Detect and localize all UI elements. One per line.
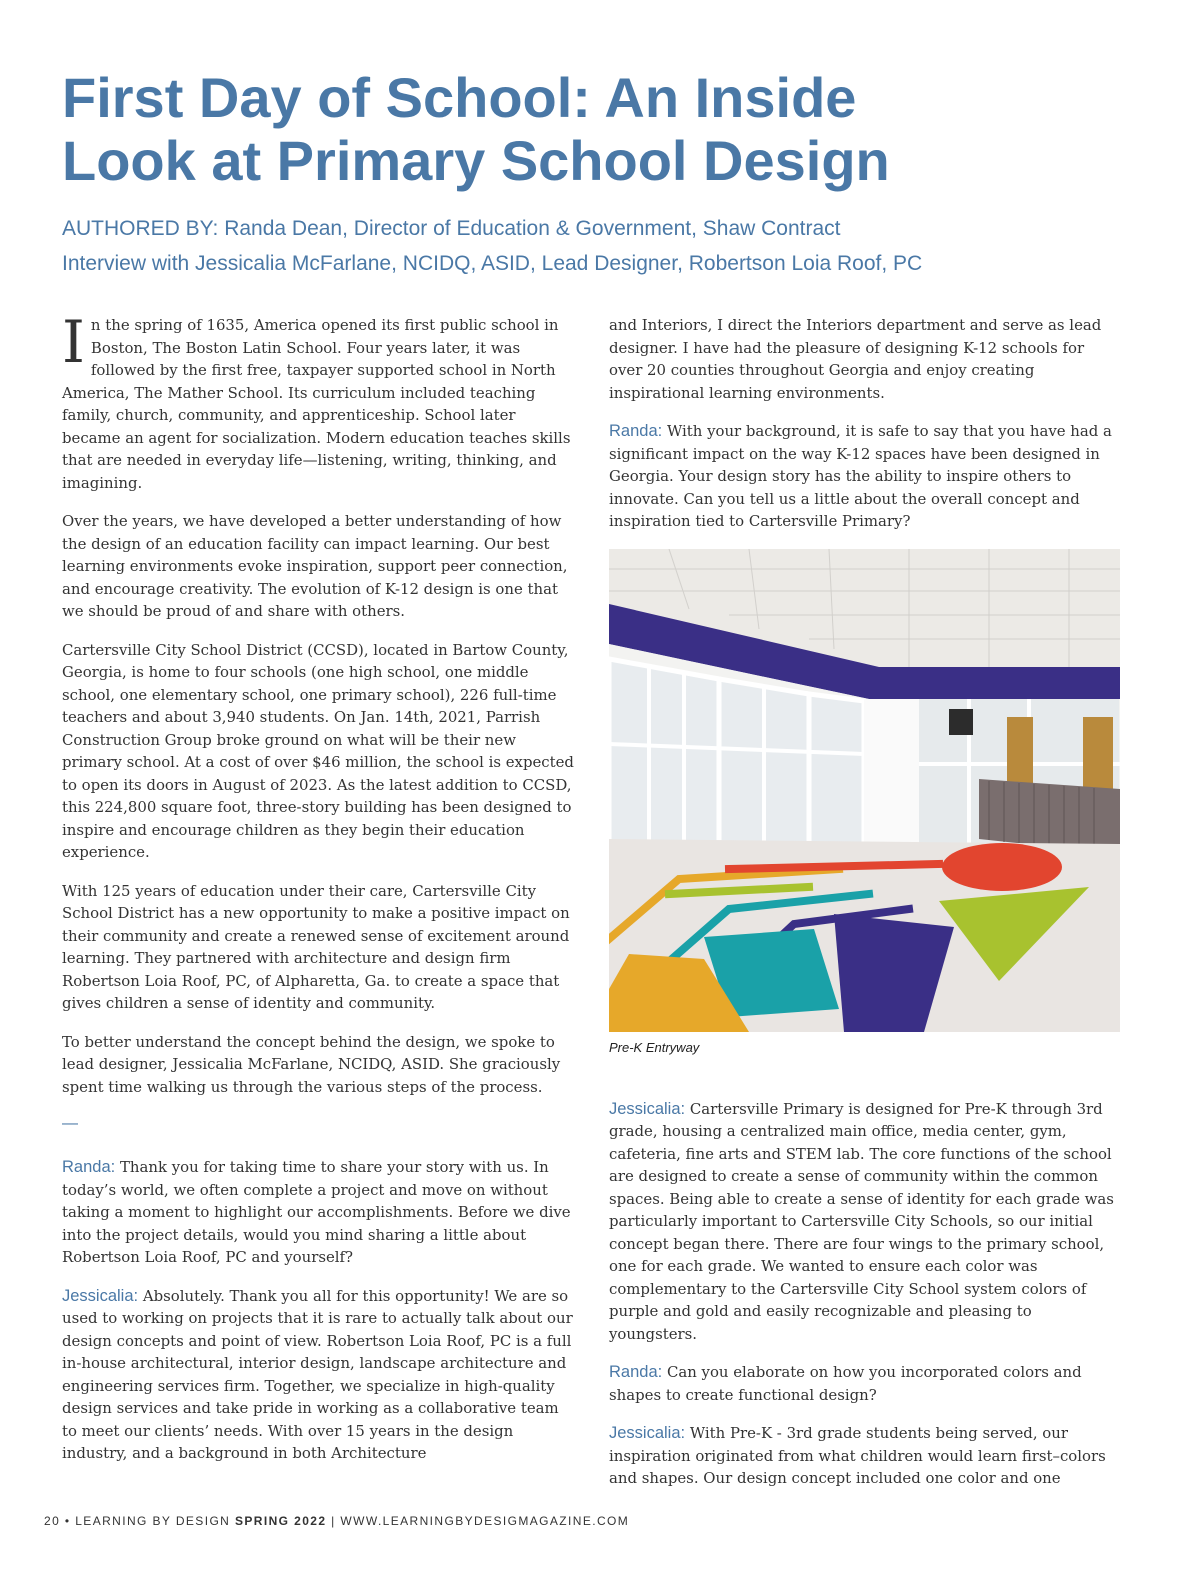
question-3-text: Can you elaborate on how you incorporated colors and shapes to create functional design? bbox=[609, 1363, 1082, 1404]
answer-1-text: Absolutely. Thank you all for this opportunity! We are so used to working on projects that it is rare to actually talk about our design concepts and point of view. Robertson Loia Roof, PC is a full in-house architectural, interior design, landscape architecture and engineering services firm. Together, we specialize in high-quality design services and take pride in working as a collaborative team to meet our clients’ needs. With over 15 years in the design industry, and a background in both Architecture bbox=[62, 1286, 573, 1462]
speaker-jessicalia: Jessicalia: bbox=[609, 1099, 686, 1118]
pre-k-entryway-photo bbox=[609, 549, 1120, 1032]
intro-paragraph bbox=[62, 308, 574, 494]
answer-3 bbox=[609, 1422, 1121, 1490]
byline-author: AUTHORED BY: Randa Dean, Director of Education & Government, Shaw Contract bbox=[62, 217, 841, 240]
title-line-1: First Day of School: An Inside bbox=[62, 66, 857, 129]
paragraph-2: Over the years, we have developed a better understanding of how the design of an education facility can impact learning. Our best learning environments evoke inspiration, support peer connection, and encourage creativity. The evolution of K-12 design is one that we should be proud of and share with others. bbox=[62, 512, 568, 620]
question-1 bbox=[62, 1156, 574, 1269]
answer-1 bbox=[62, 1285, 574, 1465]
speaker-jessicalia: Jessicalia: bbox=[609, 1424, 686, 1442]
answer-1-continued: and Interiors, I direct the Interiors department and serve as lead designer. I have had the pleasure of designing K-12 schools for over 20 counties throughout Georgia and enjoy creating inspirational learning environments. bbox=[609, 316, 1102, 402]
answer-2 bbox=[609, 1098, 1121, 1346]
left-column bbox=[62, 308, 574, 1481]
article-title bbox=[62, 66, 1142, 192]
entryway-illustration bbox=[609, 549, 1120, 1032]
speaker-randa: Randa: bbox=[609, 422, 663, 440]
byline-interview: Interview with Jessicalia McFarlane, NCIDQ, ASID, Lead Designer, Robertson Loia Roof, PC bbox=[62, 252, 923, 275]
drop-cap: I bbox=[62, 308, 85, 376]
section-separator: — bbox=[62, 1115, 78, 1132]
page-footer bbox=[44, 1514, 1144, 1528]
photo-caption: Pre-K Entryway bbox=[609, 1039, 700, 1055]
paragraph-3: Cartersville City School District (CCSD), located in Bartow County, Georgia, is home to four schools (one high school, one middle school, one elementary school, one primary school), 226 full-time teachers and about 3,940 students. On Jan. 14th, 2021, Parrish Construction Group broke ground on what will be their new primary school. At a cost of over $46 million, the school is expected to open its doors in August of 2023. As the latest addition to CCSD, this 224,800 square foot, three-story building has been designed to inspire and encourage children as they begin their education experience. bbox=[62, 640, 574, 861]
page-number: 20 bbox=[44, 1514, 61, 1528]
question-2-text: With your background, it is safe to say that you have had a significant impact on the way K-12 spaces have been designed in Georgia. Your design story has the ability to inspire others to innovate. Can you tell us a little about the overall concept and inspiration tied to Cartersville Primary? bbox=[609, 422, 1112, 530]
footer-divider: | bbox=[331, 1514, 336, 1528]
right-column bbox=[609, 314, 1121, 1506]
speaker-randa: Randa: bbox=[62, 1158, 116, 1176]
question-1-text: Thank you for taking time to share your story with us. In today’s world, we often complete a project and move on without taking a moment to highlight our accomplishments. Before we dive into the project details, would you mind sharing a little about Robertson Loia Roof, PC and yourself? bbox=[62, 1158, 571, 1266]
speaker-randa: Randa: bbox=[609, 1363, 663, 1381]
paragraph-4: With 125 years of education under their care, Cartersville City School District has a new opportunity to make a positive impact on their community and create a renewed sense of excitement around learning. They partnered with architecture and design firm Robertson Loia Roof, PC, of Alpharetta, Ga. to create a space that gives children a sense of identity and community. bbox=[62, 881, 570, 1012]
speaker-jessicalia: Jessicalia: bbox=[62, 1286, 139, 1305]
website-link[interactable]: WWW.LEARNINGBYDESIGMAGAZINE.COM bbox=[340, 1514, 630, 1528]
issue-label: SPRING 2022 bbox=[234, 1514, 327, 1528]
answer-2-text: Cartersville Primary is designed for Pre-K through 3rd grade, housing a centralized main office, media center, gym, cafeteria, fine arts and STEM lab. The core functions of the school are designed to create a sense of community within the common spaces. Being able to create a sense of identity for each grade was particularly important to Cartersville City Schools, so our initial concept began there. There are four wings to the primary school, one for each grade. We wanted to ensure each color was complementary to the Cartersville City School system colors of purple and gold and easily recognizable and pleasing to youngsters. bbox=[609, 1099, 1114, 1343]
caption-spacer bbox=[609, 1056, 1121, 1098]
answer-3-text: With Pre-K - 3rd grade students being served, our inspiration originated from what children would learn first–colors and shapes. Our design concept included one color and one bbox=[609, 1424, 1106, 1487]
footer-bullet: • bbox=[64, 1514, 71, 1528]
intro-text: n the spring of 1635, America opened its first public school in Boston, The Boston Latin School. Four years later, it was followed by the first free, taxpayer supported school in North America, The Mather School. Its curriculum included teaching family, church, community, and apprenticeship. School later became an agent for socialization. Modern education teaches skills that are needed in everyday life—listening, writing, thinking, and imagining. bbox=[62, 316, 571, 492]
question-3 bbox=[609, 1361, 1121, 1406]
magazine-name: LEARNING BY DESIGN bbox=[75, 1514, 231, 1528]
paragraph-5: To better understand the concept behind the design, we spoke to lead designer, Jessicalia McFarlane, NCIDQ, ASID. She graciously spent time walking us through the various steps of the process. bbox=[62, 1032, 561, 1096]
title-line-2: Look at Primary School Design bbox=[62, 129, 890, 192]
question-2 bbox=[609, 420, 1121, 533]
